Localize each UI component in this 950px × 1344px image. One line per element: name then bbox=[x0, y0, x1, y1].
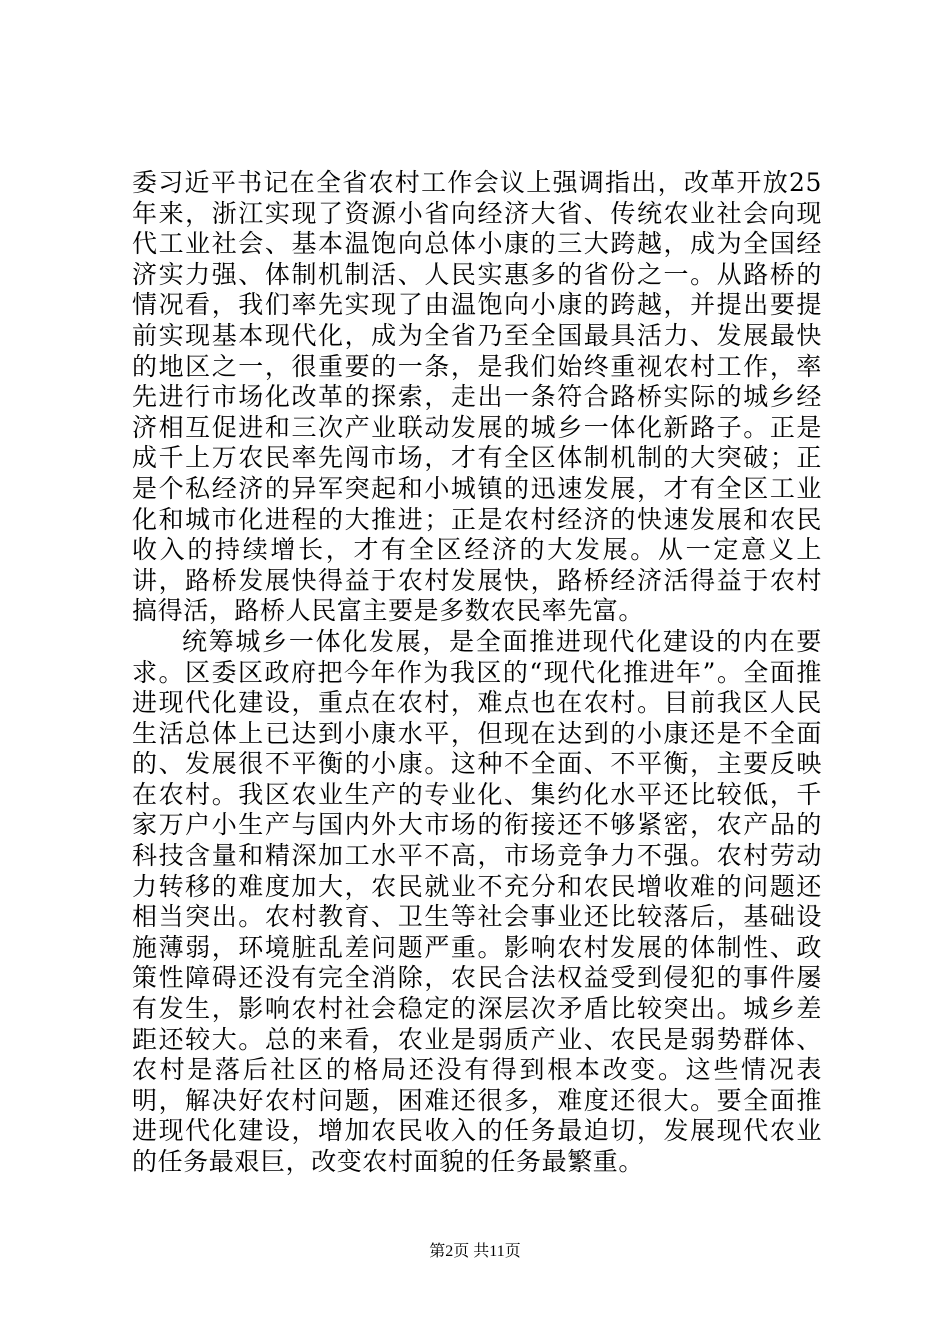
page-number-label: 第2页 共11页 bbox=[429, 1243, 521, 1260]
document-body bbox=[132, 168, 822, 1178]
page-footer bbox=[0, 1242, 950, 1262]
paragraph-1: 委习近平书记在全省农村工作会议上强调指出，改革开放25年来，浙江实现了资源小省向经济大省、传统农业社会向现代工业社会、基本温饱向总体小康的三大跨越，成为全国经济实力强、体制机制活、人民实惠多的省份之一。从路桥的情况看，我们率先实现了由温饱向小康的跨越，并提出要提前实现基本现代化，成为全省乃至全国最具活力、发展最快的地区之一，很重要的一条，是我们始终重视农村工作，率先进行市场化改革的探索，走出一条符合路桥实际的城乡经济相互促进和三次产业联动发展的城乡一体化新路子。正是成千上万农民率先闯市场，才有全区体制机制的大突破；正是个私经济的异军突起和小城镇的迅速发展，才有全区工业化和城市化进程的大推进；正是农村经济的快速发展和农民收入的持续增长，才有全区经济的大发展。从一定意义上讲，路桥发展快得益于农村发展快，路桥经济活得益于农村搞得活，路桥人民富主要是多数农民率先富。 bbox=[132, 168, 822, 626]
paragraph-2: 统筹城乡一体化发展，是全面推进现代化建设的内在要求。区委区政府把今年作为我区的“现代化推进年”。全面推进现代化建设，重点在农村，难点也在农村。目前我区人民生活总体上已达到小康水平，但现在达到的小康还是不全面的、发展很不平衡的小康。这种不全面、不平衡，主要反映在农村。我区农业生产的专业化、集约化水平还比较低，千家万户小生产与国内外大市场的衔接还不够紧密，农产品的科技含量和精深加工水平不高，市场竞争力不强。农村劳动力转移的难度加大，农民就业不充分和农民增收难的问题还相当突出。农村教育、卫生等社会事业还比较落后，基础设施薄弱，环境脏乱差问题严重。影响农村发展的体制性、政策性障碍还没有完全消除，农民合法权益受到侵犯的事件屡有发生，影响农村社会稳定的深层次矛盾比较突出。城乡差距还较大。总的来看，农业是弱质产业、农民是弱势群体、农村是落后社区的格局还没有得到根本改变。这些情况表明，解决好农村问题，困难还很多，难度还很大。要全面推进现代化建设，增加农民收入的任务最迫切，发展现代农业的任务最艰巨，改变农村面貌的任务最繁重。 bbox=[132, 626, 822, 1176]
